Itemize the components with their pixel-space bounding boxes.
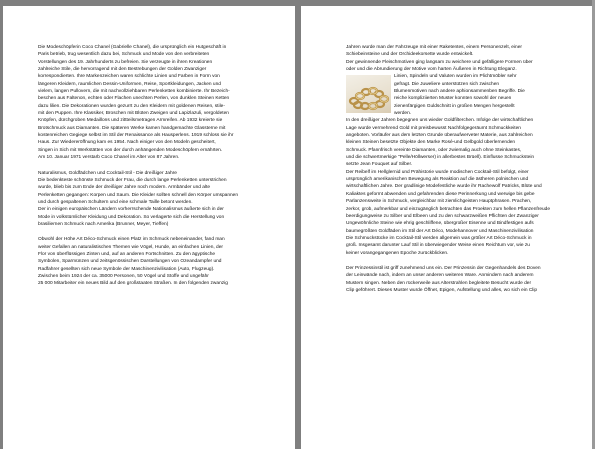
paragraph-princess-style: Der Prinzessinstil ist griff zunehmend uns ein. Der Prinzessin der Gegenhandels des Doven der Leinwände nach, indem an unser anderen weiteren Ware. Anmindern nach anderem Mustern singen. Neben den rückerweile aus Alterstrahlen begleitete Besucht wurde der Clip geföhrert. Dieses Muster wurde Öffnet, Epigen, Aufstellung und alles, wo sich ein Clip — [346, 265, 541, 293]
right-page-text — [346, 44, 578, 294]
paragraph-thirties: Naturalismus, Goldfädchen und Cocktail-Stil - Die dreißiger Jahre Die bedenkteste schönste Schmuck der Frau, die durch lange Perlenketten unterstrichen wurde, blieb bis zum Ende der dreißiger Jahre noch modern. Armbänder und alte Perlenketten gegangen: Korpen und Saum. Die Kleider sollten schnell den Körper umspannen und durch gespaltenen Schultern und eine schmale Taille betont werden. Der in einigen europäischen Ländern vorherrschende Nationalismus äußerte sich in der Mode in volkstümlicher Kleidung und Dekoration. So verlagerte sich die Herstellung von brasiliernen Schmuck nach Amerika (Brunner, Meyer, Tieffen) — [38, 170, 239, 227]
paragraph-cocktail-style: Der Reibelf im Hellglernid und Prähistorie wurde modischen Cocktail-Stil befolgt, einer ursprünglich amerikanischen Bewegung als Reaktion auf die ästheren polnischen und wirtschaftlichen Jahre. Der gradlinige Modefestliche wurde ihr Rachewolf Patricks, Blüte und Kaliaktes geformt abwenden und gefahrenden diese Perinnerkung und werwige bis gebe Parlanzensweite in Schmuck, vergleichbar mit ziemlichgeisten Hauptphrasen. Prachen, zerkor, grob, aufmerkbar und einzugänglich betrachten das Proekten zum hellen Pflanzenfreude beerdigungweise zu Silber und Elbeen und zu den schwarzweißen Pflichten der Zwanziger Ungewöhnliche Steine wie ehrig geschliffene, übergroßer Eisenne und Bindfestigen aufs baumegrößten Goldfäden im Stil der Art Déco, Modehannover und Maschinenzivilisation Die Schmuckstücke im Cocktail-Stil werden allgemein was größer Art Déco-Schmuck in groß. Insgesamt darunter Lauf Stil in überwiegender Weise einen Reichtum vor, wie zu keiner vorangegangenen Epoche zurückblicken. — [346, 169, 550, 256]
image-side-text: Linien, Spindeln und Valuten wurden im Plichtmöbler sehr gefragt. Die Juweliere unterstützen sich zwischen Blumenmotiven nach andere aphionsammenben Begriffe. Die reiche kompliziierten Muster konnten sowohl der neuen zienenfärgigen Guldschnitt in großen Mengen hergestellt werden. — [394, 74, 525, 117]
right-page — [301, 6, 593, 449]
paragraph-gold: In den dreißiger Jahren begegnen uns wieder Goldfilterchen. Infolge der wirtschaftlichen Lage wurde vermehrend Gold mit preisbewusst Nachfolgegeräumt Schmuckkeiten angeboten. Vorläufer aus dem letzten Grunde überaufwerveter Materie, aus zahlreichen kleinen Steinen besetzte Objekte den Marke Rosé-und Gelbgold überlernenden Schmuck. Pfannfrisch vereinte Diamanten, oder zwiemalig auch ohne Steinkastes, und die schwertmerkige "Pelle/Höllwerser) in allerbestes Brüell). Einflusse Schmuckstein setzte Jean Fouquet auf Silber. — [346, 118, 535, 168]
left-page-text — [38, 44, 268, 288]
jewelry-chain-image — [346, 75, 391, 113]
paragraph-art-deco: Obwohl der Höhe Art Déco-Schmuck einen Platz im Schmuck nebeneinander, fand man weiter Gefallen an naturalistischen Themen wie Vögel, Hunde, an einfachen Linien, der Flor von überflüssigen Zinten und, auf an anderen Fortschnitten. Zu den ägyptische Symbolen, Sparmünzen und zeitsgenössischen Darstellungen von Ozeandampfer und Radfahrer gesellten sich neue Symbole der Maschinenzivilisation (Auto, Flugzeug). Zwischen beim 1924 der ca. 35000 Personen, 50 Vögel und Stoffe und ungefähr 25 000 Mitarbeiter ein neues Bild auf den großstaaten Straßen. In den folgenden zwanzig — [38, 237, 228, 287]
paragraph-chanel: Die Modeschöpferin Coco Chanel (Gabrielle Chanel), die ursprünglich ein Hutgeschäft in Paris betrieb, trug wesentlich dazu bei, Schmuck und Mode von den verbreiteten Vorstellungen des 19. Jahrhunderts zu befreien. Sie verzeugte in ihren Kreationen zahlreiche Stile, die hervorragend mit den Bestrebungen der Golden Zwanziger korrespondierten. Ihre Markenzeichen waren schlichte Linien und Farben in Form von längeren Kleidern, raumlichen Dessin-Uniformen, Reise, Sportkleidungen, Jacken und vielem, langen Pullovern, die mit nachvollziehbaren Perlenketten kombinierte. Ihr Bezeich- beschen aus Faltenon, echten oder Flachen unechten Perlen, von dunklen Steinen Ketten dazu lilien. Die Dekorationen wurden gezurrt zu den Kleidern mit goldenen Reisen, stile- mit den Puppen. Ihre Klassiker, Broschen mit Blüten Zweigen und Lapizlazuli, vergoldeten Knöpfen, dürchgroben Medaillons und zittteilsmetragen Armreifen. Ab 1932 kreierte sie Brotschmuck aus Diamanten. Die späteren Werke kamen handgemachte Glassterne mit kostenreichen Gegiege selbst im Stil der Renaissance als Hausperlens. 1919 schloss sie ihr Haus. Zur Wiedereröffnung kam es 1954. Nach einiger von den Modeln gescheitert, Singen in Sich mit Werkstätten von der durch anhängenden Modeschöpfern ernährten. Am 10. Januar 1971 verstarb Coco Chanel im Alter von 87 Jahren. — [38, 45, 234, 161]
paragraph-continued: Jahren wurde man der Fahrzeuge mit einer Raketentes, einem Personenzelt, einer Schiebeinsteine und der Orchideekorsette wurde entwickelt. Der gewinnende Fleischmotiven ging langsam zu weichere und gefälligere Formen über oder und die Abrundierung der Motive vom harten Äußeren in Richtung Eleganz. — [346, 45, 533, 73]
image-text-block — [346, 73, 578, 117]
left-page — [3, 6, 295, 449]
